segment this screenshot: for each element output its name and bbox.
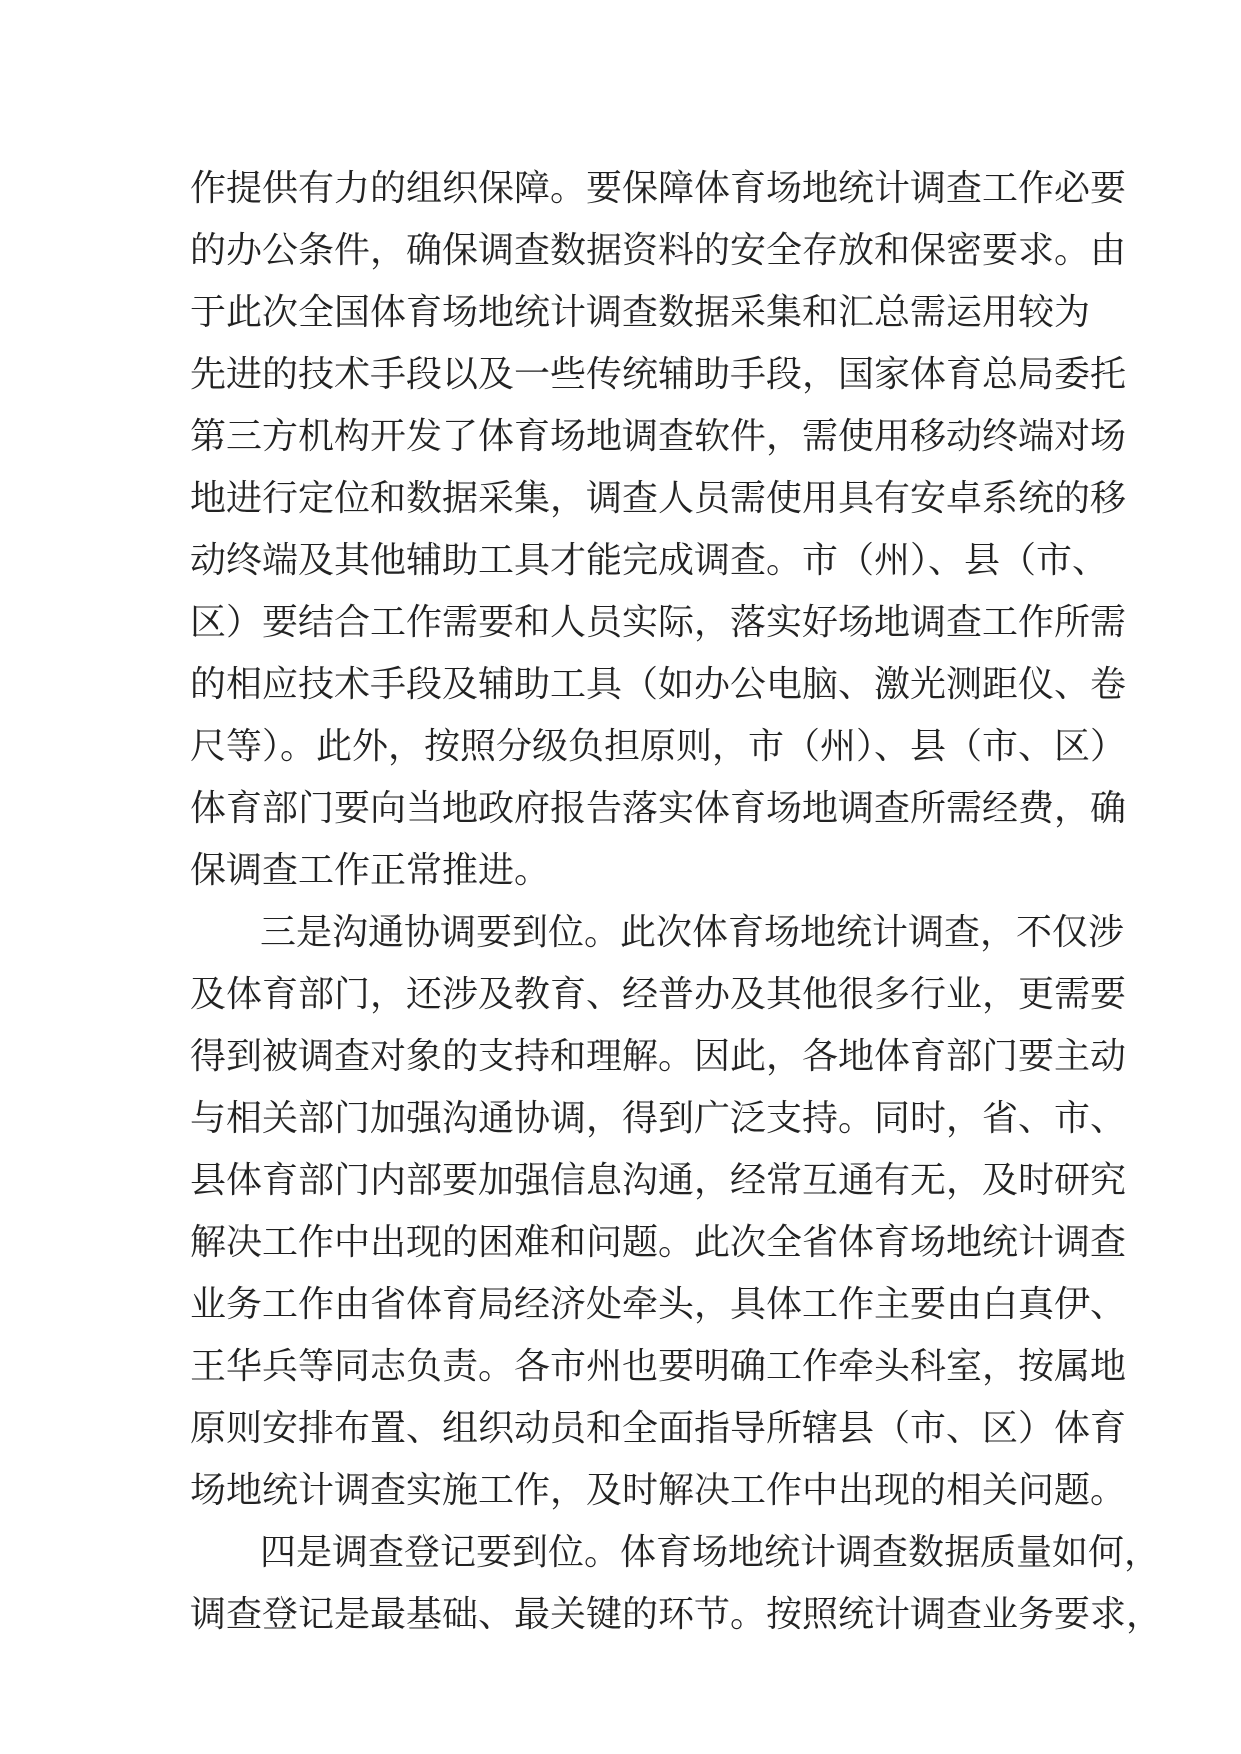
text-line: 解决工作中出现的困难和问题。此次全省体育场地统计调查 [190, 1222, 1127, 1263]
text-line: 与相关部门加强沟通协调，得到广泛支持。同时，省、市、 [190, 1098, 1127, 1139]
text-line: 场地统计调查实施工作，及时解决工作中出现的相关问题。 [190, 1470, 1127, 1511]
text-line: 王华兵等同志负责。各市州也要明确工作牵头科室，按属地 [190, 1346, 1127, 1387]
paragraph-start-line: 四是调查登记要到位。体育场地统计调查数据质量如何， [260, 1532, 1161, 1573]
text-line: 业务工作由省体育局经济处牵头，具体工作主要由白真伊、 [190, 1284, 1127, 1325]
text-line: 尺等）。此外，按照分级负担原则，市（州）、县（市、区） [190, 726, 1127, 767]
text-line: 作提供有力的组织保障。要保障体育场地统计调查工作必要 [190, 168, 1127, 209]
text-line: 调查登记是最基础、最关键的环节。按照统计调查业务要求， [190, 1594, 1163, 1635]
text-line: 第三方机构开发了体育场地调查软件，需使用移动终端对场 [190, 416, 1127, 457]
text-line: 体育部门要向当地政府报告落实体育场地调查所需经费，确 [190, 788, 1127, 829]
text-line: 的相应技术手段及辅助工具（如办公电脑、激光测距仪、卷 [190, 664, 1127, 705]
text-line: 区）要结合工作需要和人员实际，落实好场地调查工作所需 [190, 602, 1127, 643]
text-line: 原则安排布置、组织动员和全面指导所辖县（市、区）体育 [190, 1408, 1127, 1449]
body-text [190, 158, 1163, 1646]
text-line: 保调查工作正常推进。 [190, 850, 551, 891]
text-line: 县体育部门内部要加强信息沟通，经常互通有无，及时研究 [190, 1160, 1127, 1201]
text-line: 于此次全国体育场地统计调查数据采集和汇总需运用较为 [190, 292, 1091, 333]
paragraph-start-line: 三是沟通协调要到位。此次体育场地统计调查，不仅涉 [260, 912, 1125, 953]
text-line: 地进行定位和数据采集，调查人员需使用具有安卓系统的移 [190, 478, 1127, 519]
text-line: 动终端及其他辅助工具才能完成调查。市（州）、县（市、 [190, 540, 1109, 581]
text-line: 先进的技术手段以及一些传统辅助手段，国家体育总局委托 [190, 354, 1127, 395]
text-line: 的办公条件，确保调查数据资料的安全存放和保密要求。由 [190, 230, 1127, 271]
text-line: 得到被调查对象的支持和理解。因此，各地体育部门要主动 [190, 1036, 1127, 1077]
text-line: 及体育部门，还涉及教育、经普办及其他很多行业，更需要 [190, 974, 1127, 1015]
